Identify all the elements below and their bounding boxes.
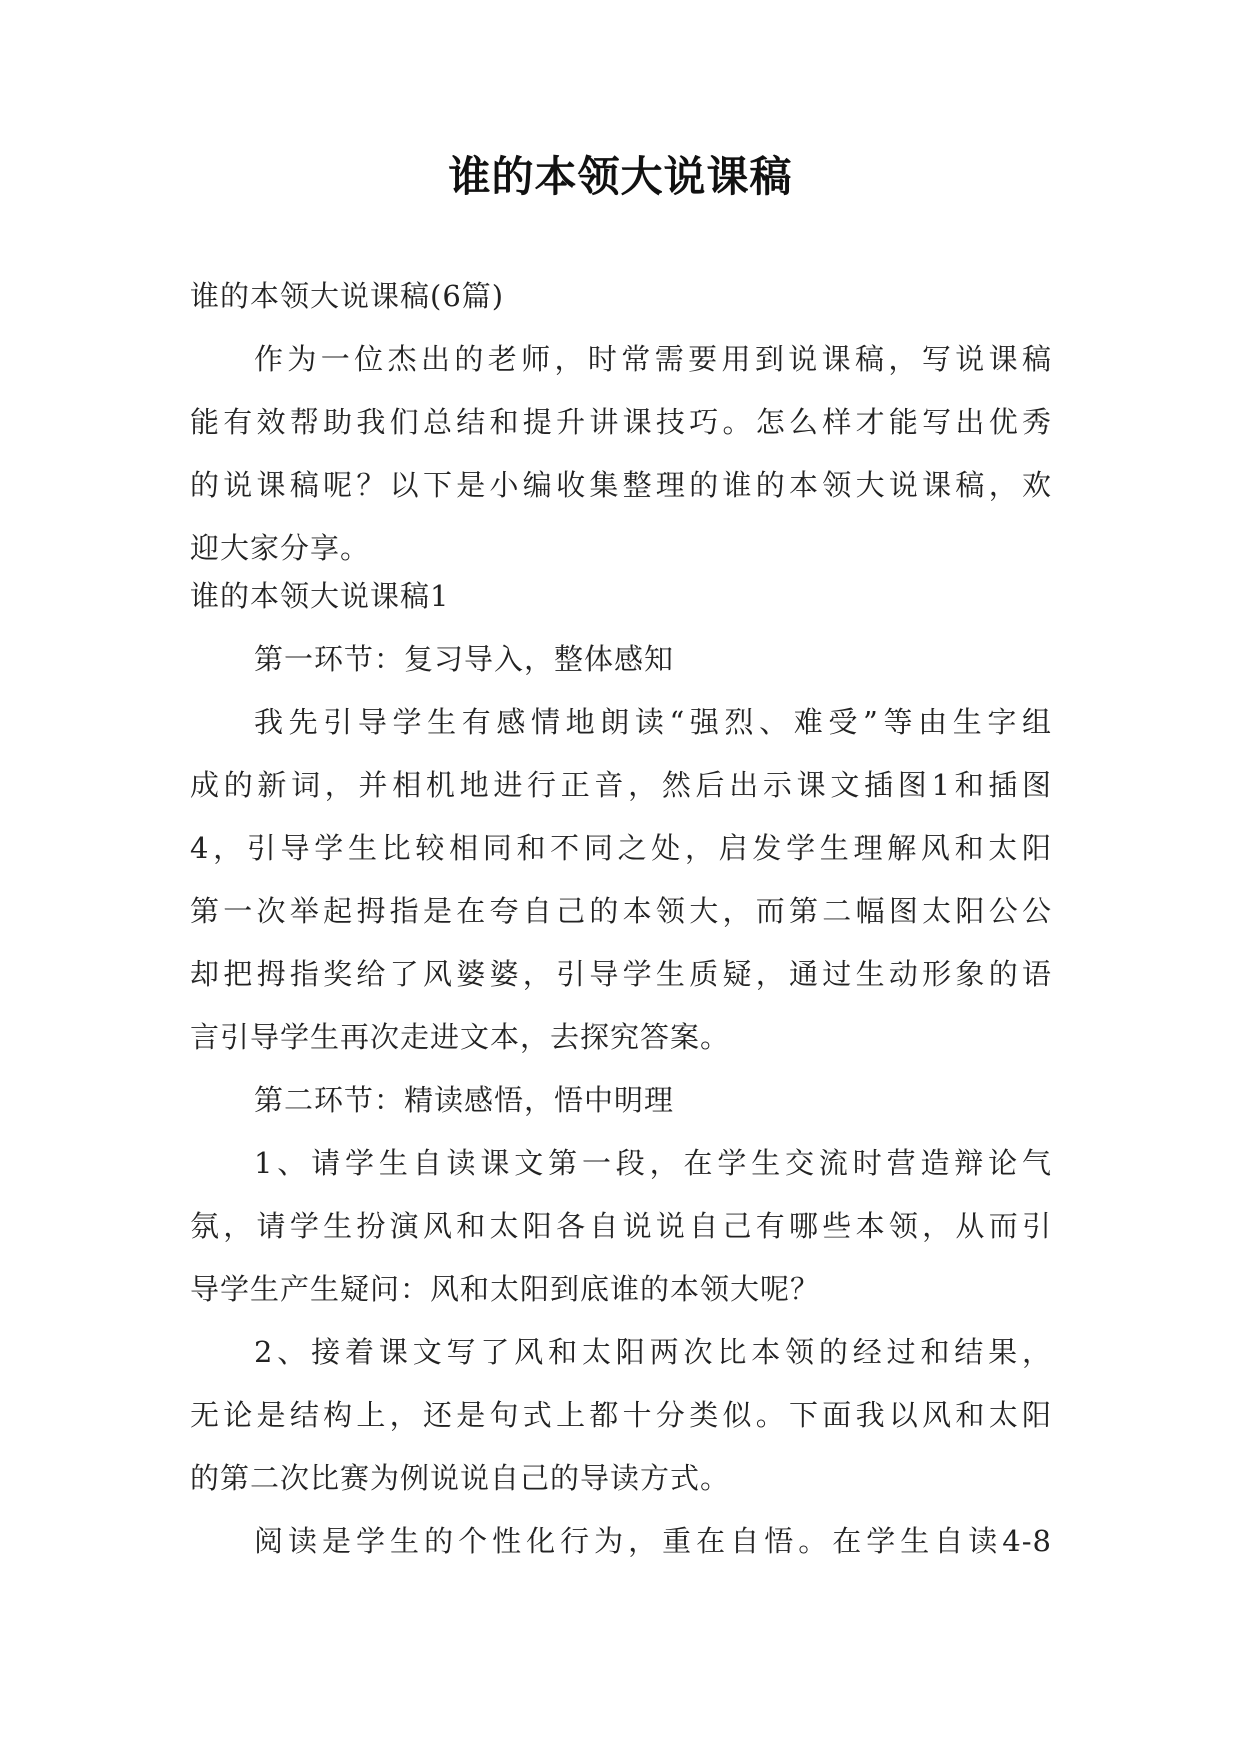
document-title: 谁的本领大说课稿 (448, 152, 793, 201)
paragraph-line: 第一次举起拇指是在夸自己的本领大，而第二幅图太阳公公 (190, 894, 1052, 928)
paragraph-line: 的第二次比赛为例说说自己的导读方式。 (190, 1461, 731, 1495)
step-1-paragraph (190, 691, 1052, 1069)
paragraph-line: 言引导学生再次走进文本，去探究答案。 (190, 1020, 731, 1054)
section-heading: 谁的本领大说课稿1 (190, 579, 450, 613)
paragraph-line: 无论是结构上，还是句式上都十分类似。下面我以风和太阳 (190, 1398, 1052, 1432)
document-body (190, 265, 1052, 580)
paragraph-line: 1、请学生自读课文第一段，在学生交流时营造辩论气 (254, 1146, 1052, 1180)
paragraph-line: 却把拇指奖给了风婆婆，引导学生质疑，通过生动形象的语 (190, 957, 1052, 991)
paragraph-line: 2、接着课文写了风和太阳两次比本领的经过和结果， (254, 1335, 1052, 1369)
paragraph-line: 迎大家分享。 (190, 531, 371, 565)
intro-paragraph (190, 328, 1052, 580)
subtitle: 谁的本领大说课稿(6篇) (190, 279, 505, 313)
paragraph-line: 阅读是学生的个性化行为，重在自悟。在学生自读4-8 (254, 1524, 1052, 1558)
paragraph-line: 成的新词，并相机地进行正音，然后出示课文插图1和插图 (190, 768, 1052, 802)
step-2-heading: 第二环节：精读感悟，悟中明理 (254, 1083, 675, 1117)
paragraph-line: 我先引导学生有感情地朗读“强烈、难受”等由生字组 (254, 705, 1052, 739)
section-1 (190, 565, 1052, 1573)
point-1-paragraph (190, 1132, 1052, 1321)
paragraph-line: 4，引导学生比较相同和不同之处，启发学生理解风和太阳 (190, 831, 1052, 865)
paragraph-line: 能有效帮助我们总结和提升讲课技巧。怎么样才能写出优秀 (190, 405, 1052, 439)
point-2-paragraph (190, 1321, 1052, 1510)
paragraph-line: 作为一位杰出的老师，时常需要用到说课稿，写说课稿 (254, 342, 1052, 376)
reading-paragraph (190, 1510, 1052, 1573)
paragraph-line: 的说课稿呢？以下是小编收集整理的谁的本领大说课稿，欢 (190, 468, 1052, 502)
step-1-heading: 第一环节：复习导入，整体感知 (254, 642, 675, 676)
paragraph-line: 导学生产生疑问：风和太阳到底谁的本领大呢？ (190, 1272, 821, 1306)
paragraph-line: 氛，请学生扮演风和太阳各自说说自己有哪些本领，从而引 (190, 1209, 1052, 1243)
